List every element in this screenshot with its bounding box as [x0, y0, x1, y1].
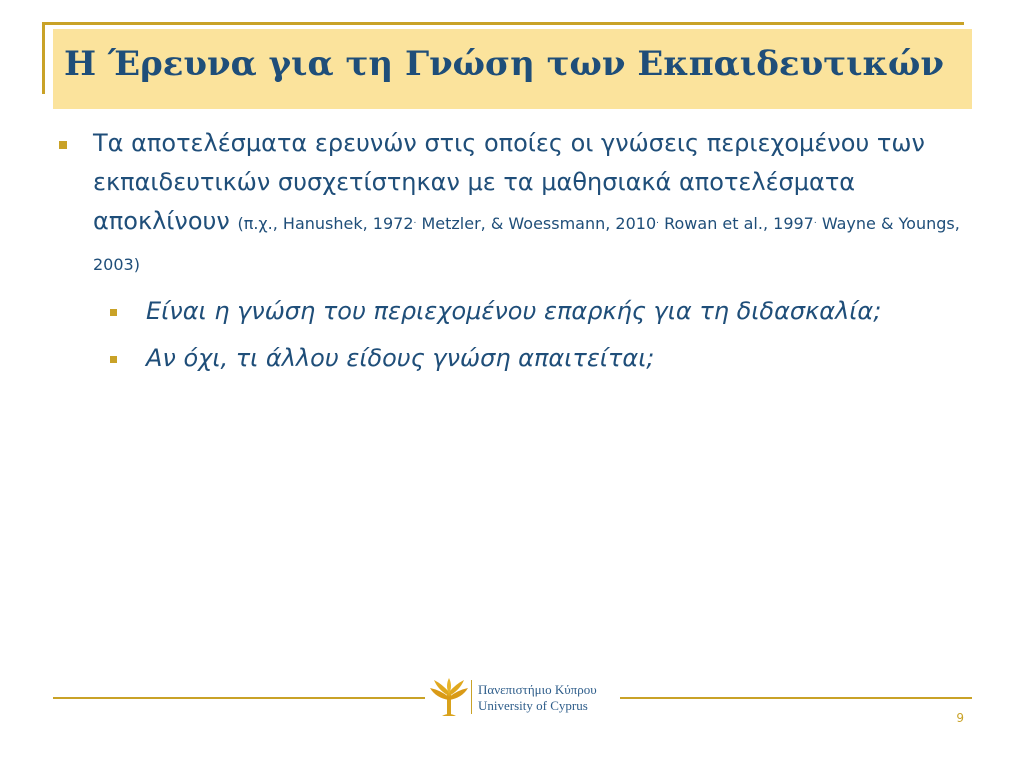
bullet-square-icon	[59, 141, 67, 149]
footer-line-left	[53, 697, 425, 699]
slide-content	[55, 124, 970, 378]
university-name	[478, 682, 597, 714]
logo-divider	[471, 680, 472, 714]
sub-bullet-text: Αν όχι, τι άλλου είδους γνώση απαιτείται;	[146, 344, 655, 372]
bullet-item	[55, 124, 970, 284]
citation-part-2: Metzler, & Woessmann, 2010	[416, 214, 657, 233]
university-name-english: University of Cyprus	[478, 698, 588, 713]
citation-separator: .	[413, 216, 417, 226]
citation-part-4: Wayne & Youngs, 2003)	[93, 214, 960, 274]
sub-bullet-item	[55, 339, 970, 378]
citation-part-3: Rowan et al., 1997	[659, 214, 814, 233]
bullet-text: Τα αποτελέσματα ερευνών στις οποίες οι γνώσεις περιεχομένου των εκπαιδευτικών συσχετίστηκαν με τα μαθησιακά αποτελέσματα αποκλίνουν	[93, 129, 925, 235]
left-frame-line	[42, 22, 45, 94]
university-logo-icon	[428, 676, 470, 718]
citation-separator: .	[656, 216, 660, 226]
sub-bullet-square-icon	[110, 356, 117, 363]
page-number: 9	[956, 711, 964, 725]
footer-line-right	[620, 697, 972, 699]
citation-separator: .	[813, 216, 817, 226]
slide-title: Η Έρευνα για τη Γνώση των Εκπαιδευτικών	[64, 44, 944, 84]
university-name-greek: Πανεπιστήμιο Κύπρου	[478, 682, 597, 697]
sub-bullet-text: Είναι η γνώση του περιεχομένου επαρκής για τη διδασκαλία;	[146, 297, 882, 325]
citation-part-1: (π.χ., Hanushek, 1972	[237, 214, 414, 233]
sub-bullet-square-icon	[110, 309, 117, 316]
top-frame-line	[42, 22, 964, 25]
sub-bullet-item	[55, 292, 970, 331]
